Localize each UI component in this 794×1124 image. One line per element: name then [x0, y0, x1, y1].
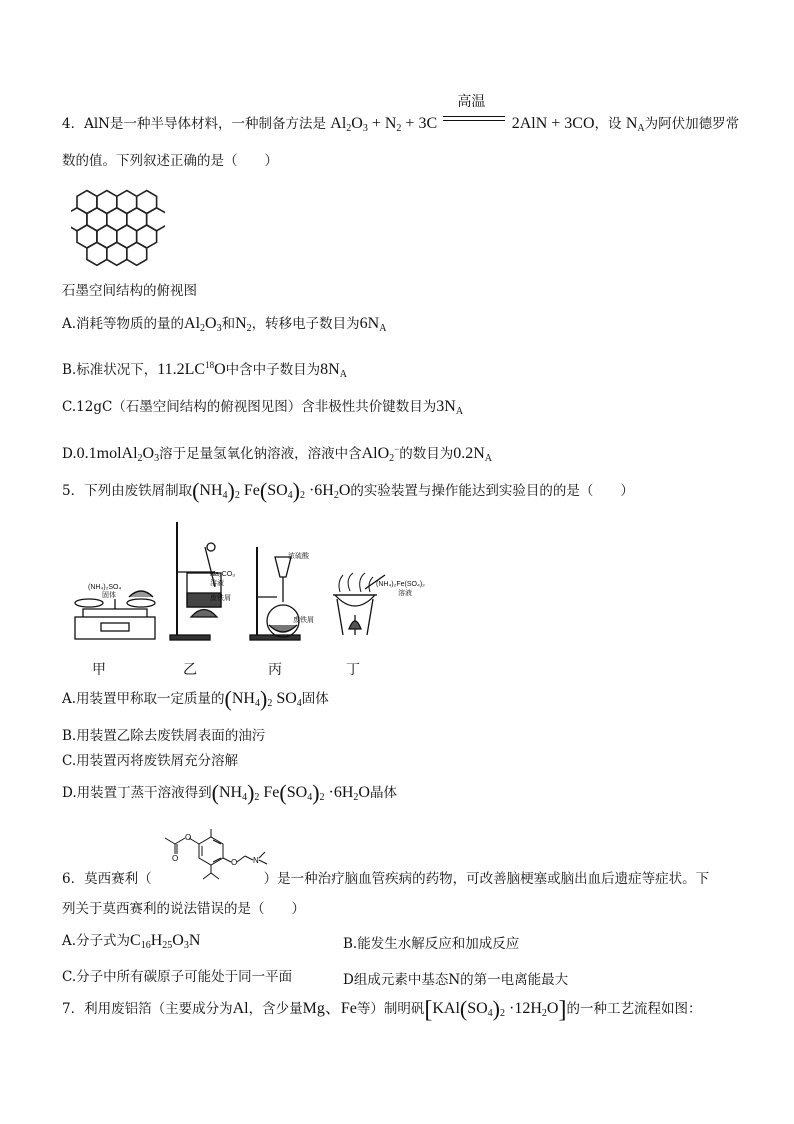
label-jia: 甲	[92, 662, 106, 678]
q5-option-d: D.用装置丁蒸干溶液得到$(NH_4)_2$ $Fe(SO_4)_2 \cdot 6H_2O$晶体	[62, 780, 397, 805]
q5-option-b: B.用装置乙除去废铁屑表面的油污	[62, 728, 266, 744]
jia-label-2: 固体	[102, 592, 116, 599]
graphite-caption: 石墨空间结构的俯视图	[62, 283, 197, 299]
svg-text:O: O	[231, 858, 238, 867]
bing-label-2: 废铁屑	[293, 617, 314, 624]
q5-option-c: C.用装置丙将废铁屑充分溶解	[62, 753, 239, 769]
graphite-figure	[71, 188, 165, 268]
graphite-hexagon	[107, 242, 127, 265]
svg-text:O: O	[185, 833, 192, 842]
q6-option-c: C.分子中所有碳原子可能处于同一平面	[62, 969, 293, 985]
label-bing: 丙	[268, 662, 282, 678]
label-ding: 丁	[346, 662, 360, 678]
yi-label-1: Na₂CO₃	[210, 571, 236, 578]
ding-label-1: (NH₄)₂Fe(SO₄)₂	[376, 581, 425, 588]
q4-option-a: A.消耗等物质的量的$Al_2O_3$和$N_2$，转移电子数目为$6N_A$	[62, 315, 387, 334]
graphite-hexagon	[71, 208, 87, 231]
graphite-hexagon	[127, 242, 147, 265]
q4-option-d: $D.0.1molAl_2O_3$溶于足量氢氧化钠溶液，溶液中含AlO$_2$−的数目为$0.2N_A$	[62, 444, 493, 464]
ding-label-2: 溶液	[398, 590, 412, 597]
yi-label-3: 废铁屑	[210, 595, 231, 602]
svg-text:O: O	[172, 854, 179, 863]
q4-option-b: B.标准状况下，11.2LC$^{18}$O中含中子数目为$8N_A$	[62, 360, 347, 380]
yi-label-2: 溶液	[210, 580, 224, 587]
bing-label-1: 浓硫酸	[288, 553, 309, 560]
q5-stem: 5．下列由废铁屑制取$(NH_4)_2$ $Fe(SO_4)_2 \cdot 6H_2O$的实验装置与操作能达到实验目的的是（ ）	[62, 478, 634, 503]
q4-equation: $Al_2O_3 + N_2 + 3C$	[330, 115, 438, 134]
q4-condition-arrow: 高温	[441, 110, 507, 128]
graphite-hexagon	[87, 242, 107, 265]
jia-label-1: (NH₄)₂SO₄	[88, 584, 122, 591]
q6-line2: 列关于莫西赛利的说法错误的是（ ）	[62, 901, 305, 917]
q6-option-a: A.分子式为$C_{16}H_{25}O_3N$	[62, 932, 201, 951]
q4-line1: 4．AlN是一种半导体材料，一种制备方法是 $Al_2O_3 + N_2 + 3C$ 高温 2AlN + 3CO，设 $N_A$为阿伏加德罗常	[62, 94, 740, 134]
q4-option-c: C.12gC（石墨空间结构的俯视图见图）含非极性共价键数目为$3N_A$	[62, 398, 464, 417]
q6-option-b: B.能发生水解反应和加成反应	[343, 936, 520, 952]
q6-option-d: D组成元素中基态N的第一电离能最大	[343, 972, 569, 988]
q4-line2: 数的值。下列叙述正确的是（ ）	[62, 153, 278, 169]
label-yi: 乙	[183, 662, 197, 678]
q6-stem: 6．莫西赛利（ ）是一种治疗脑血管疾病的药物，可改善脑梗塞或脑出血后遗症等症状。下	[62, 871, 710, 887]
q7-stem: 7．利用废铝箔（主要成分为Al，含少量Mg、Fe等）制明矾$[KAl(SO_4)_2 \cdot 12H_2O]$的一种工艺流程如图：	[62, 996, 702, 1023]
svg-text:N: N	[253, 856, 259, 865]
q5-option-a: A.用装置甲称取一定质量的$(NH_4)_2$ $SO_4$固体	[62, 686, 329, 711]
